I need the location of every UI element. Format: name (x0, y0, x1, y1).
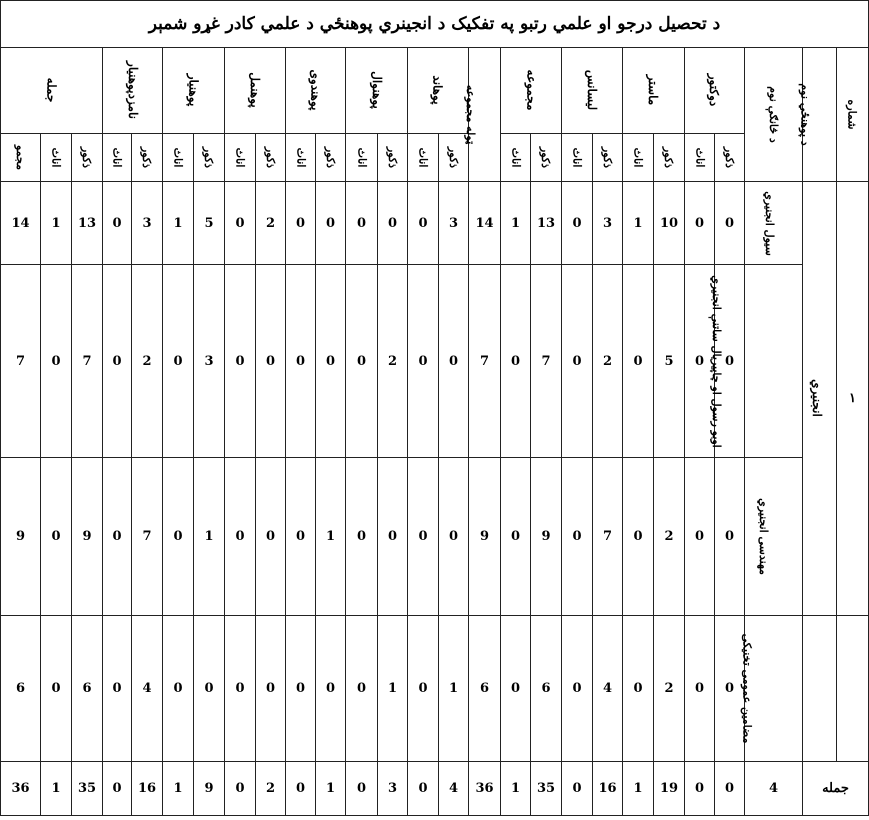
header-group-total: جمله (1, 48, 103, 134)
value-cell: 0 (378, 182, 408, 265)
header-female: اناث (562, 134, 593, 182)
value-cell: 6 (469, 616, 501, 762)
value-cell: 0 (256, 265, 286, 458)
value-cell: 7 (531, 265, 562, 458)
value-cell: 0 (562, 458, 593, 616)
row-number-cell: ۱ (837, 182, 869, 616)
value-cell: 0 (346, 762, 378, 816)
value-cell: 7 (593, 458, 623, 616)
header-male: ذکور (715, 134, 745, 182)
value-cell: 7 (469, 265, 501, 458)
value-cell: 1 (41, 182, 72, 265)
value-cell: 0 (501, 616, 531, 762)
value-cell: 0 (103, 458, 132, 616)
value-cell: 0 (408, 616, 439, 762)
value-cell: 19 (654, 762, 685, 816)
value-cell: 0 (623, 265, 654, 458)
header-male: ذکور (194, 134, 225, 182)
value-cell: 0 (408, 762, 439, 816)
value-cell: 0 (256, 616, 286, 762)
value-cell: 0 (41, 458, 72, 616)
header-male: ذکور (439, 134, 469, 182)
header-male: ذکور (132, 134, 163, 182)
header-female: اناث (103, 134, 132, 182)
value-cell: 0 (346, 265, 378, 458)
value-cell: 4 (439, 762, 469, 816)
value-cell: 0 (225, 458, 256, 616)
value-cell: 0 (501, 265, 531, 458)
value-cell: 0 (286, 458, 316, 616)
value-cell: 0 (439, 265, 469, 458)
value-cell: 0 (378, 458, 408, 616)
value-cell: 0 (715, 616, 745, 762)
value-cell: 6 (1, 616, 41, 762)
value-cell: 0 (685, 182, 715, 265)
department-name-cell: اوبو رسول او چاپیریال ساتنې انجنیري (745, 265, 803, 458)
header-group-subtotal: مجموعه (501, 48, 562, 134)
department-name-cell: مهندسی انجنیري (745, 458, 803, 616)
value-cell: 35 (72, 762, 103, 816)
value-cell: 1 (623, 762, 654, 816)
value-cell: 0 (316, 182, 346, 265)
title-row (1, 1, 869, 48)
header-group-pohand: پوهاند (408, 48, 469, 134)
table-row (1, 265, 869, 458)
value-cell: 1 (163, 182, 194, 265)
header-department: د څانګې نوم (745, 48, 803, 182)
header-group-master: ماستر (623, 48, 685, 134)
value-cell: 0 (163, 458, 194, 616)
department-name-cell: سیول انجنیري (745, 182, 803, 265)
value-cell: 0 (562, 762, 593, 816)
value-cell: 1 (316, 762, 346, 816)
header-female: اناث (286, 134, 316, 182)
header-female: اناث (623, 134, 654, 182)
table-row (1, 182, 869, 265)
header-female: اناث (501, 134, 531, 182)
value-cell: 9 (1, 458, 41, 616)
value-cell: 0 (194, 616, 225, 762)
header-female: اناث (163, 134, 194, 182)
value-cell: 0 (408, 265, 439, 458)
value-cell: 1 (378, 616, 408, 762)
header-female: اناث (225, 134, 256, 182)
value-cell: 7 (72, 265, 103, 458)
header-group-pohanwal: پوهنوال (346, 48, 408, 134)
value-cell: 0 (562, 265, 593, 458)
value-cell: 0 (346, 458, 378, 616)
value-cell: 3 (194, 265, 225, 458)
value-cell: 0 (623, 458, 654, 616)
value-cell: 0 (408, 182, 439, 265)
header-row-number: شماره (837, 48, 869, 182)
value-cell: 3 (378, 762, 408, 816)
header-female: اناث (41, 134, 72, 182)
header-row-gender (1, 134, 869, 182)
value-cell: 9 (531, 458, 562, 616)
value-cell: 0 (685, 458, 715, 616)
value-cell: 0 (685, 616, 715, 762)
value-cell: 0 (562, 616, 593, 762)
header-male: ذکور (593, 134, 623, 182)
value-cell: 4 (593, 616, 623, 762)
value-cell: 35 (531, 762, 562, 816)
value-cell: 0 (501, 458, 531, 616)
value-cell: 0 (316, 265, 346, 458)
value-cell: 0 (41, 616, 72, 762)
header-male: ذکور (316, 134, 346, 182)
row-number-cell (837, 616, 869, 762)
header-total: مجمو (1, 134, 41, 182)
header-male: ذکور (531, 134, 562, 182)
value-cell: 0 (103, 265, 132, 458)
value-cell: 3 (439, 182, 469, 265)
value-cell: 0 (685, 762, 715, 816)
value-cell: 1 (163, 762, 194, 816)
value-cell: 0 (562, 182, 593, 265)
total-department-count: 4 (745, 762, 803, 816)
total-row (1, 762, 869, 816)
value-cell: 6 (531, 616, 562, 762)
header-female: اناث (346, 134, 378, 182)
value-cell: 0 (715, 458, 745, 616)
value-cell: 5 (194, 182, 225, 265)
value-cell: 1 (194, 458, 225, 616)
header-group-nomzad: نامزدپوهنیار (103, 48, 163, 134)
value-cell: 9 (469, 458, 501, 616)
department-name-cell: مضامین عمومی تخنیکی (745, 616, 803, 762)
value-cell: 0 (163, 265, 194, 458)
value-cell: 2 (654, 616, 685, 762)
header-male: ذکور (256, 134, 286, 182)
header-female: اناث (408, 134, 439, 182)
header-group-bachelor: لیسانس (562, 48, 623, 134)
value-cell: 0 (346, 616, 378, 762)
value-cell: 0 (286, 762, 316, 816)
value-cell: 0 (256, 458, 286, 616)
value-cell: 1 (439, 616, 469, 762)
value-cell: 0 (346, 182, 378, 265)
value-cell: 2 (378, 265, 408, 458)
value-cell: 1 (316, 458, 346, 616)
value-cell: 10 (654, 182, 685, 265)
value-cell: 6 (72, 616, 103, 762)
value-cell: 1 (41, 762, 72, 816)
value-cell: 0 (225, 265, 256, 458)
value-cell: 13 (531, 182, 562, 265)
faculty-name-cell (803, 616, 837, 762)
value-cell: 36 (1, 762, 41, 816)
value-cell: 14 (469, 182, 501, 265)
value-cell: 0 (103, 616, 132, 762)
value-cell: 0 (41, 265, 72, 458)
value-cell: 9 (194, 762, 225, 816)
value-cell: 0 (715, 762, 745, 816)
value-cell: 2 (654, 458, 685, 616)
value-cell: 16 (593, 762, 623, 816)
value-cell: 3 (132, 182, 163, 265)
value-cell: 14 (1, 182, 41, 265)
header-male: ذکور (378, 134, 408, 182)
header-group-grand-total: ټوله مجموعه (469, 48, 501, 182)
value-cell: 1 (501, 762, 531, 816)
value-cell: 0 (225, 182, 256, 265)
total-label: جمله (803, 762, 869, 816)
page-title: د تحصیل درجو او علمي رتبو په تفکیک د انجینري پوهنځي د علمي کادر غړو شمېر (1, 1, 869, 48)
value-cell: 7 (132, 458, 163, 616)
faculty-name-cell: انجنیري (803, 182, 837, 616)
value-cell: 5 (654, 265, 685, 458)
value-cell: 0 (623, 616, 654, 762)
value-cell: 1 (623, 182, 654, 265)
value-cell: 0 (103, 762, 132, 816)
value-cell: 0 (286, 616, 316, 762)
header-group-pohanyar: پوهنیار (163, 48, 225, 134)
value-cell: 13 (72, 182, 103, 265)
value-cell: 2 (256, 762, 286, 816)
value-cell: 36 (469, 762, 501, 816)
table-row (1, 458, 869, 616)
value-cell: 2 (256, 182, 286, 265)
value-cell: 1 (501, 182, 531, 265)
header-male: ذکور (654, 134, 685, 182)
value-cell: 3 (593, 182, 623, 265)
header-male: ذکور (72, 134, 103, 182)
value-cell: 16 (132, 762, 163, 816)
value-cell: 2 (593, 265, 623, 458)
value-cell: 0 (103, 182, 132, 265)
header-group-pohandoy: پوهندوی (286, 48, 346, 134)
header-group-pohanmal: پوهنمل (225, 48, 286, 134)
value-cell: 0 (685, 265, 715, 458)
value-cell: 4 (132, 616, 163, 762)
table-row (1, 616, 869, 762)
value-cell: 9 (72, 458, 103, 616)
value-cell: 0 (286, 182, 316, 265)
header-faculty: د پوهنځي نوم (803, 48, 837, 182)
value-cell: 0 (316, 616, 346, 762)
value-cell: 0 (715, 265, 745, 458)
value-cell: 0 (439, 458, 469, 616)
header-female: اناث (685, 134, 715, 182)
value-cell: 2 (132, 265, 163, 458)
value-cell: 0 (225, 762, 256, 816)
value-cell: 7 (1, 265, 41, 458)
value-cell: 0 (163, 616, 194, 762)
value-cell: 0 (715, 182, 745, 265)
value-cell: 0 (286, 265, 316, 458)
header-row-groups (1, 48, 869, 134)
value-cell: 0 (225, 616, 256, 762)
header-group-doctor: دوکتور (685, 48, 745, 134)
value-cell: 0 (408, 458, 439, 616)
